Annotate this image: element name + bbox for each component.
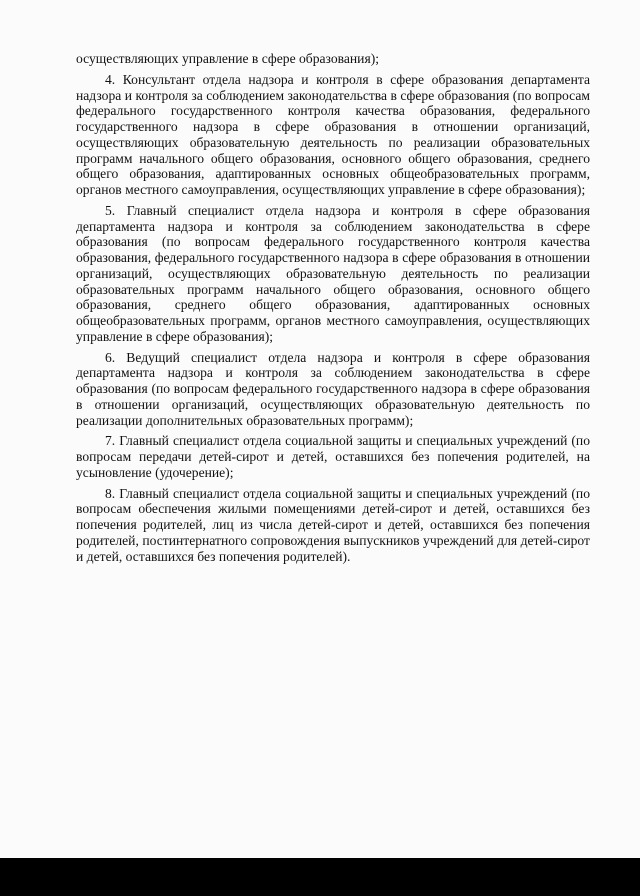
paragraph-item-6: 6. Ведущий специалист отдела надзора и контроля в сфере образования департамента надзора и контроля за соблюдением законодательства в сфере образования (по вопросам федерального государственного надзора в сфере образования в отношении организаций, осуществляющих образовательную деятельность по реализации дополнительных образовательных программ); xyxy=(76,349,590,428)
paragraph-item-4: 4. Консультант отдела надзора и контроля в сфере образования департамента надзора и контроля за соблюдением законодательства в сфере образования (по вопросам федерального государственного контроля качества образования, федерального государственного надзора в сфере образования в отношении организаций, осуществляющих образовательную деятельность по реализации образовательных программ начального общего образования, основного общего образования, среднего общего образования, адаптированных основных общеобразовательных программ, органов местного самоуправления, осуществляющих управление в сфере образования); xyxy=(76,71,590,197)
paragraph-continuation: осуществляющих управление в сфере образования); xyxy=(76,51,380,66)
paragraph-item-8: 8. Главный специалист отдела социальной защиты и специальных учреждений (по вопросам обеспечения жилыми помещениями детей-сирот и детей, оставшихся без попечения родителей, лиц из числа детей-сирот и детей, оставшихся без попечения родителей, постинтернатного сопровождения выпускников учреждений для детей-сирот и детей, оставшихся без попечения родителей). xyxy=(76,485,590,564)
paragraph-item-5: 5. Главный специалист отдела надзора и контроля в сфере образования департамента надзора и контроля за соблюдением законодательства в сфере образования (по вопросам федерального государственного контроля качества образования, федерального государственного надзора в сфере образования в отношении организаций, осуществляющих образовательную деятельность по реализации образовательных программ начального общего образования, основного общего образования, среднего общего образования, адаптированных основных общеобразовательных программ, органов местного самоуправления, осуществляющих управление в сфере образования); xyxy=(76,202,590,344)
paragraph-item-7: 7. Главный специалист отдела социальной защиты и специальных учреждений (по вопросам передачи детей-сирот и детей, оставшихся без попечения родителей, на усыновление (удочерение); xyxy=(76,433,590,480)
scan-bottom-border xyxy=(0,858,640,896)
document-body xyxy=(76,51,590,569)
